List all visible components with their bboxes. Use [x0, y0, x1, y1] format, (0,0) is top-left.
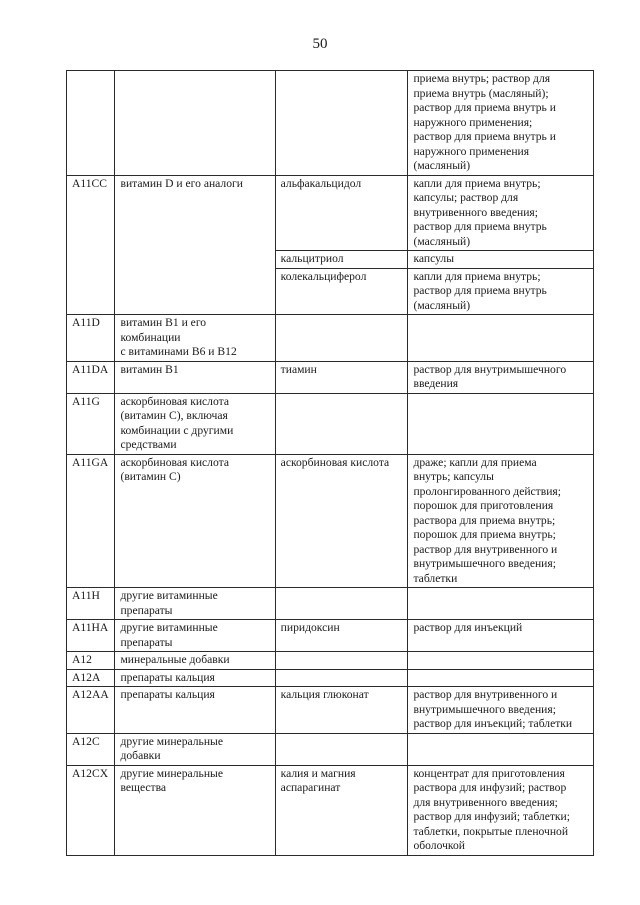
atc-code-cell: A12CX [67, 765, 115, 855]
inn-cell [275, 652, 408, 670]
atc-code-cell: A11GA [67, 454, 115, 588]
dosage-form-cell [408, 652, 594, 670]
table-row [67, 620, 594, 652]
inn-cell: кальция глюконат [275, 687, 408, 734]
table-row [67, 588, 594, 620]
drug-table [66, 70, 594, 856]
dosage-form-cell: капли для приема внутрь; капсулы; раствор для внутривенного введения; раствор для приема внутрь (масляный) [408, 175, 594, 251]
atc-code-cell: A12A [67, 669, 115, 687]
group-name-cell: аскорбиновая кислота (витамин С) [115, 454, 275, 588]
table-row [67, 393, 594, 454]
dosage-form-cell: драже; капли для приема внутрь; капсулы пролонгированного действия; порошок для приготовления раствора для приема внутрь; порошок для приема внутрь; раствор для внутривенного и внутримышечного введения; таблетки [408, 454, 594, 588]
group-name-cell: витамин D и его аналоги [115, 175, 275, 315]
group-name-cell: другие витаминные препараты [115, 588, 275, 620]
atc-code-cell: A11DA [67, 361, 115, 393]
inn-cell: пиридоксин [275, 620, 408, 652]
inn-cell: аскорбиновая кислота [275, 454, 408, 588]
page-number: 50 [312, 36, 328, 52]
table-row [67, 669, 594, 687]
inn-cell [275, 71, 408, 176]
dosage-form-cell [408, 733, 594, 765]
dosage-form-cell: раствор для инъекций [408, 620, 594, 652]
group-name-cell: минеральные добавки [115, 652, 275, 670]
table-row [67, 175, 594, 251]
atc-code-cell: A11CC [67, 175, 115, 315]
table-row [67, 454, 594, 588]
atc-code-cell: A12AA [67, 687, 115, 734]
group-name-cell [115, 71, 275, 176]
dosage-form-cell [408, 315, 594, 362]
atc-code-cell: A12 [67, 652, 115, 670]
group-name-cell: другие минеральные добавки [115, 733, 275, 765]
inn-cell: альфакальцидол [275, 175, 408, 251]
table-row [67, 652, 594, 670]
dosage-form-cell [408, 669, 594, 687]
group-name-cell: другие минеральные вещества [115, 765, 275, 855]
table-row [67, 315, 594, 362]
dosage-form-cell: раствор для внутривенного и внутримышечного введения; раствор для инъекций; таблетки [408, 687, 594, 734]
inn-cell: колекальциферол [275, 268, 408, 315]
atc-code-cell: A11D [67, 315, 115, 362]
table-row [67, 733, 594, 765]
inn-cell: тиамин [275, 361, 408, 393]
group-name-cell: препараты кальция [115, 687, 275, 734]
table-row [67, 765, 594, 855]
group-name-cell: другие витаминные препараты [115, 620, 275, 652]
atc-code-cell [67, 71, 115, 176]
atc-code-cell: A11G [67, 393, 115, 454]
atc-code-cell: A12C [67, 733, 115, 765]
dosage-form-cell: раствор для внутримышечного введения [408, 361, 594, 393]
dosage-form-cell: приема внутрь; раствор для приема внутрь (масляный); раствор для приема внутрь и наружного применения; раствор для приема внутрь и наружного применения (масляный) [408, 71, 594, 176]
group-name-cell: препараты кальция [115, 669, 275, 687]
dosage-form-cell: концентрат для приготовления раствора для инфузий; раствор для внутривенного введения; раствор для инфузий; таблетки; таблетки, покрытые пленочной оболочкой [408, 765, 594, 855]
dosage-form-cell: капли для приема внутрь; раствор для приема внутрь (масляный) [408, 268, 594, 315]
dosage-form-cell [408, 393, 594, 454]
inn-cell: калия и магния аспарагинат [275, 765, 408, 855]
inn-cell [275, 588, 408, 620]
dosage-form-cell: капсулы [408, 251, 594, 269]
atc-code-cell: A11H [67, 588, 115, 620]
group-name-cell: аскорбиновая кислота (витамин С), включая комбинации с другими средствами [115, 393, 275, 454]
inn-cell [275, 669, 408, 687]
inn-cell [275, 393, 408, 454]
inn-cell [275, 315, 408, 362]
table-row [67, 687, 594, 734]
inn-cell: кальцитриол [275, 251, 408, 269]
table-row [67, 71, 594, 176]
inn-cell [275, 733, 408, 765]
group-name-cell: витамин B1 и его комбинации с витаминами B6 и B12 [115, 315, 275, 362]
group-name-cell: витамин B1 [115, 361, 275, 393]
dosage-form-cell [408, 588, 594, 620]
atc-code-cell: A11HA [67, 620, 115, 652]
table-row [67, 361, 594, 393]
